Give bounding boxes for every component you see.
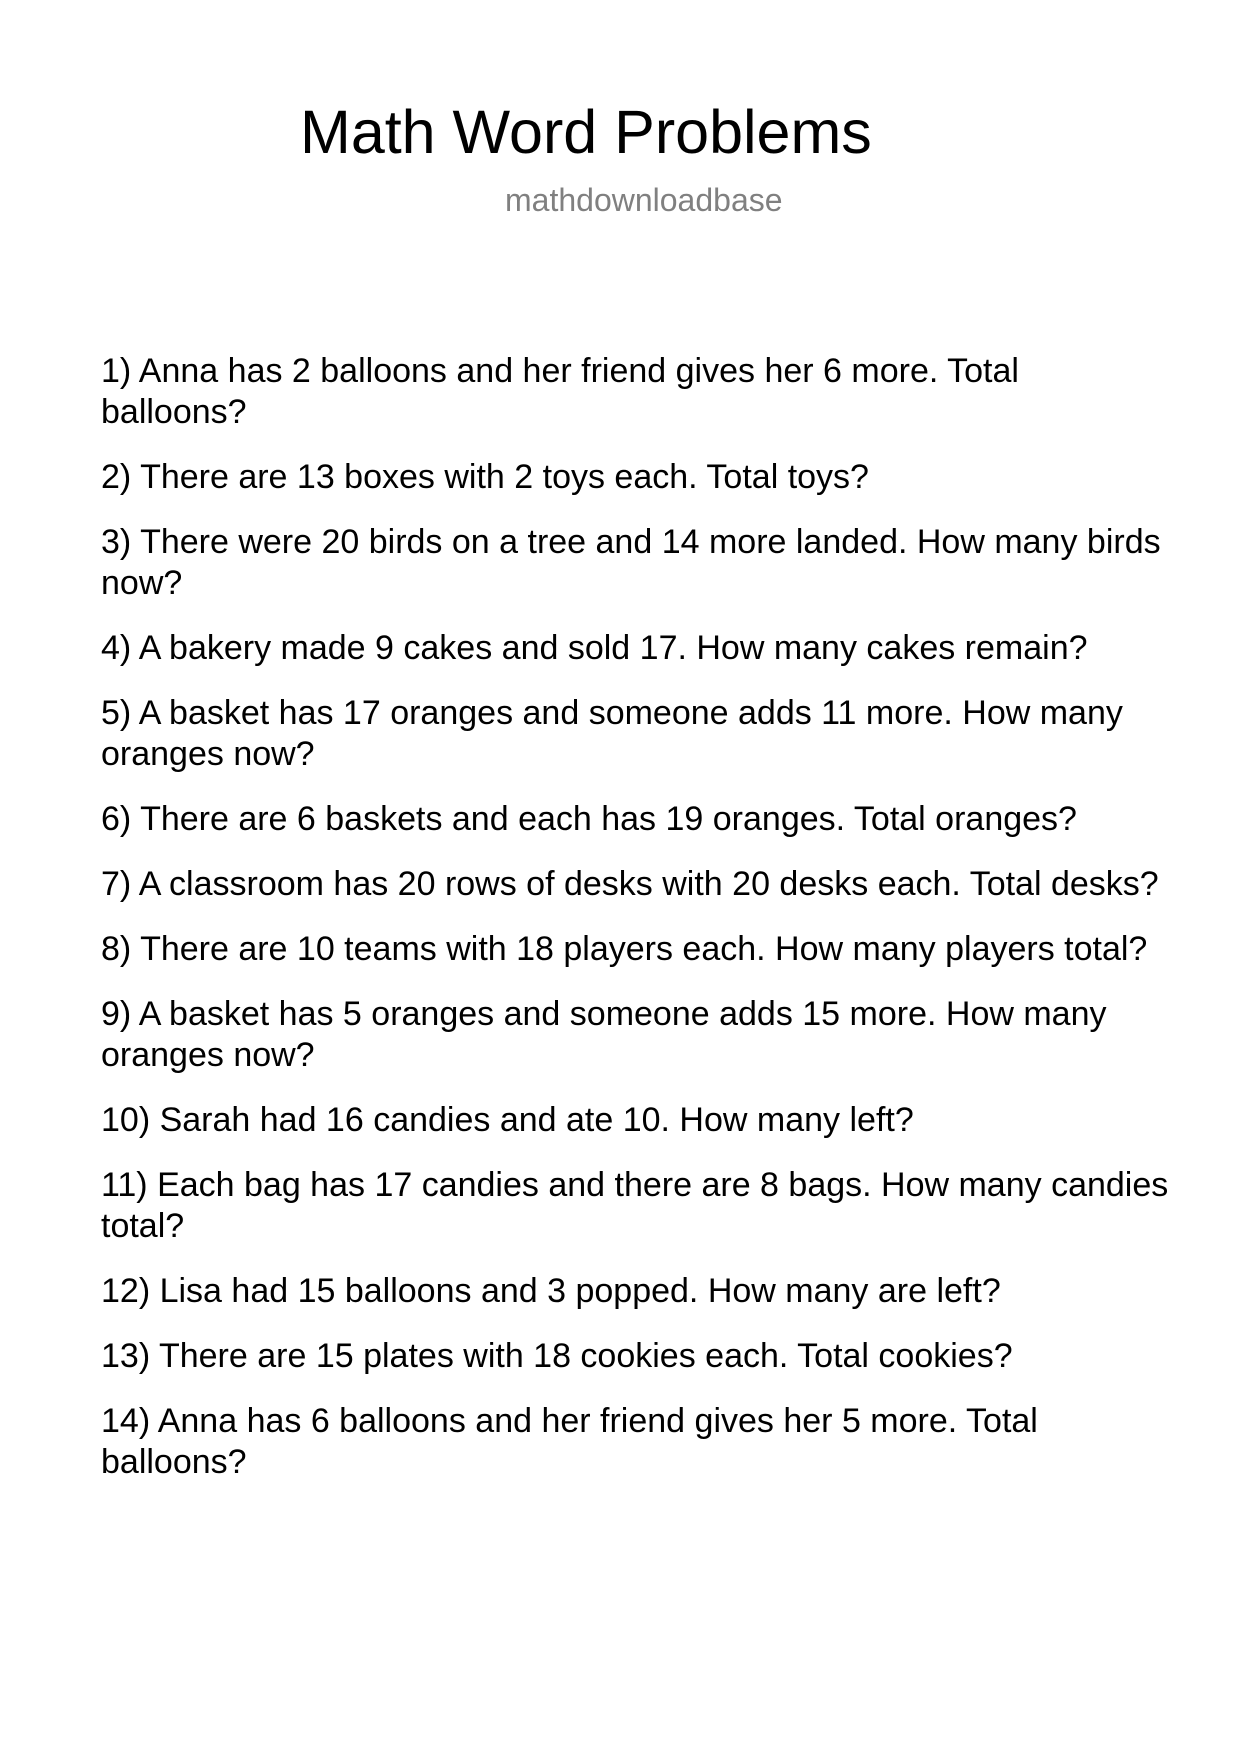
problem-item: 8) There are 10 teams with 18 players each. How many players total? [101,930,1148,968]
problem-item: 5) A basket has 17 oranges and someone adds 11 more. How many oranges now? [101,694,1123,773]
problem-item: 2) There are 13 boxes with 2 toys each. Total toys? [101,458,869,496]
page-subtitle: mathdownloadbase [505,182,783,218]
problem-item: 3) There were 20 birds on a tree and 14 more landed. How many birds now? [101,523,1161,602]
problem-item: 12) Lisa had 15 balloons and 3 popped. How many are left? [101,1272,1001,1310]
page-title: Math Word Problems [300,98,872,166]
problem-item: 9) A basket has 5 oranges and someone adds 15 more. How many oranges now? [101,995,1107,1074]
problem-item: 13) There are 15 plates with 18 cookies each. Total cookies? [101,1337,1013,1375]
problem-item: 1) Anna has 2 balloons and her friend gives her 6 more. Total balloons? [101,352,1019,431]
problem-item: 11) Each bag has 17 candies and there are 8 bags. How many candies total? [101,1166,1169,1245]
problem-list [101,351,1171,1507]
problem-item: 6) There are 6 baskets and each has 19 oranges. Total oranges? [101,800,1077,838]
problem-item: 4) A bakery made 9 cakes and sold 17. How many cakes remain? [101,629,1088,667]
problem-item: 14) Anna has 6 balloons and her friend gives her 5 more. Total balloons? [101,1402,1038,1481]
problem-item: 10) Sarah had 16 candies and ate 10. How many left? [101,1101,914,1139]
problem-item: 7) A classroom has 20 rows of desks with 20 desks each. Total desks? [101,865,1159,903]
